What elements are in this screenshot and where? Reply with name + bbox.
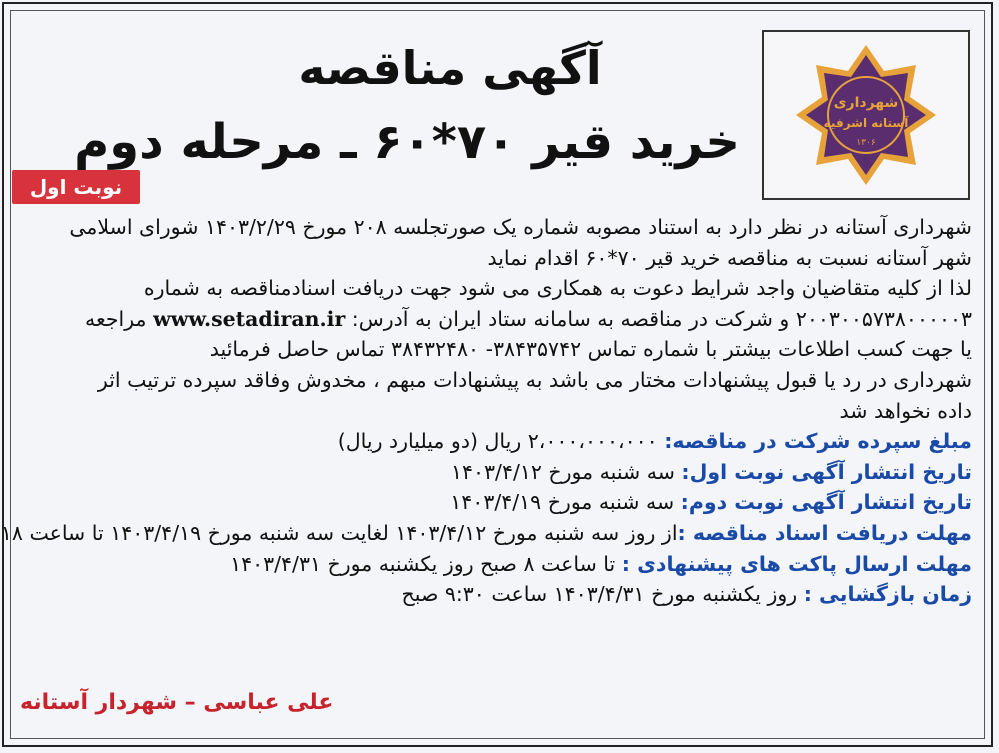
body-line: داده نخواهد شد (839, 398, 972, 423)
detail-row (22, 457, 972, 488)
second-publish-label: تاریخ انتشار آگهی نوبت دوم: (680, 490, 972, 515)
opening-time-value: روز یکشنبه مورخ ۱۴۰۳/۴/۳۱ ساعت ۹:۳۰ صبح (401, 582, 798, 607)
logo-text-1: شهرداری (833, 95, 899, 111)
setadiran-link[interactable]: www.setadiran.ir (153, 306, 346, 331)
detail-row (22, 579, 972, 610)
documents-deadline-label: مهلت دریافت اسناد مناقصه : (677, 520, 972, 545)
body-line: شهرداری در رد یا قبول پیشنهادات مختار می باشد به پیشنهادات مبهم ، مخدوش وفاقد سپرده ترتیب اثر (97, 367, 972, 392)
detail-row (22, 487, 972, 518)
round-badge: نوبت اول (12, 170, 140, 204)
signature: علی عباسی – شهردار آستانه (20, 690, 334, 715)
body-text: مراجعه (84, 306, 147, 331)
opening-time-label: زمان بازگشایی : (803, 582, 972, 607)
body-line: یا جهت کسب اطلاعات بیشتر با شماره تماس ۳۸۴۳۵۷۴۲- ۳۸۴۳۲۴۸۰ تماس حاصل فرمائید (209, 337, 972, 362)
submission-deadline-label: مهلت ارسال پاکت های پیشنهادی : (621, 551, 972, 576)
submission-deadline-value: تا ساعت ۸ صبح روز یکشنبه مورخ ۱۴۰۳/۴/۳۱ (230, 551, 616, 576)
body-line (22, 304, 972, 335)
documents-deadline-value: از روز سه شنبه مورخ ۱۴۰۳/۴/۱۲ لغایت سه شنبه مورخ ۱۴۰۳/۴/۱۹ تا ساعت ۱۸ (0, 520, 678, 545)
deposit-value: ۲،۰۰۰،۰۰۰،۰۰۰ ریال (دو میلیارد ریال) (337, 429, 658, 454)
logo-year: ۱۳۰۶ (856, 138, 876, 148)
tender-number-text: ۲۰۰۳۰۰۵۷۳۸۰۰۰۰۰۳ و شرکت در مناقصه به سامانه ستاد ایران به آدرس: (351, 306, 972, 331)
first-publish-label: تاریخ انتشار آگهی نوبت اول: (681, 459, 972, 484)
logo-text-2: آستانه اشرفیه (823, 116, 909, 130)
ad-subtitle: خرید قیر ۷۰*۶۰ ـ مرحله دوم (74, 114, 740, 170)
first-publish-value: سه شنبه مورخ ۱۴۰۳/۴/۱۲ (451, 459, 675, 484)
body-line: لذا از کلیه متقاضیان واجد شرایط دعوت به همکاری می شود جهت دریافت اسنادمناقصه به شماره (143, 276, 972, 301)
detail-row (22, 426, 972, 457)
municipality-logo (776, 40, 956, 190)
body-line: شهر آستانه نسبت به مناقصه خرید قیر ۷۰*۶۰ اقدام نماید (487, 245, 972, 270)
deposit-label: مبلغ سپرده شرکت در مناقصه: (664, 429, 972, 454)
second-publish-value: سه شنبه مورخ ۱۴۰۳/۴/۱۹ (450, 490, 675, 515)
detail-row (0, 518, 972, 549)
ad-body (0, 212, 972, 610)
municipality-logo-box (762, 30, 970, 200)
detail-row (22, 549, 972, 580)
ad-title: آگهی مناقصه (298, 41, 602, 95)
body-line: شهرداری آستانه در نظر دارد به استناد مصوبه شماره یک صورتجلسه ۲۰۸ مورخ ۱۴۰۳/۲/۲۹ شورای اسلامی (69, 215, 972, 239)
